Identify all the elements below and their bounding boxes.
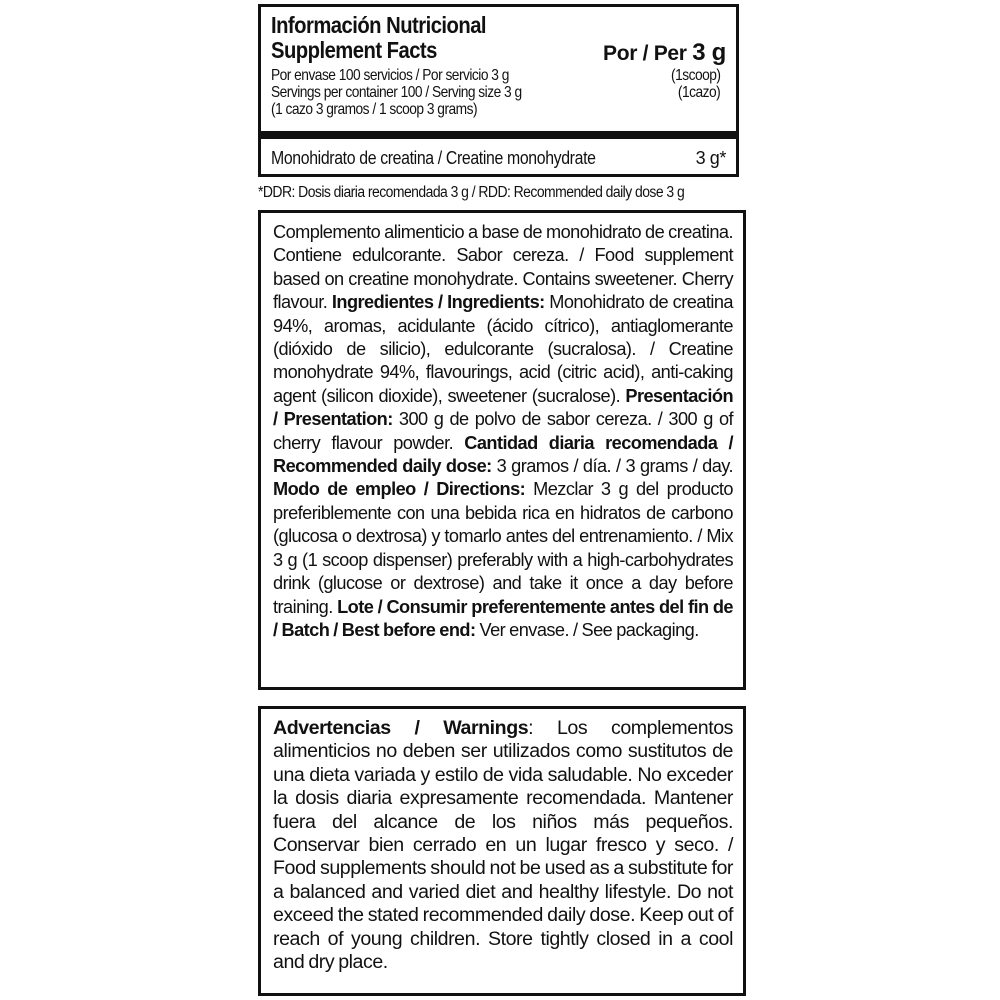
warnings-text <box>273 717 733 974</box>
supplement-facts-panel <box>258 4 739 177</box>
batch-label: Lote / Consumir preferentemente antes del fin de / Batch / Best before end: <box>273 596 733 640</box>
batch-text: Ver envase. / See packaging. <box>475 619 699 640</box>
per-prefix: Por / Per <box>603 42 687 65</box>
scoop-line-text: (1 cazo 3 gramos / 1 scoop 3 grams) <box>271 101 478 118</box>
description-panel <box>258 210 746 690</box>
description-text <box>273 221 733 642</box>
facts-title-es: Información Nutricional <box>271 12 487 38</box>
facts-divider <box>261 131 736 139</box>
ingredient-row <box>271 147 726 169</box>
ddr-footnote: *DDR: Dosis diaria recomendada 3 g / RDD: Recommended daily dose 3 g <box>258 184 685 201</box>
facts-title-en: Supplement Facts <box>271 37 437 63</box>
presentation-text: 300 g de polvo de sabor cereza. / 300 g of cherry flavour powder. <box>273 409 734 453</box>
serving-en-text: Servings per container 100 / Serving size 3 g <box>271 84 522 101</box>
warnings-panel <box>258 706 746 996</box>
ingredient-name: Monohidrato de creatina / Creatine monohydrate <box>271 148 596 168</box>
daily-dose-label: Cantidad diaria recomendada / Recommended daily dose: <box>273 432 733 477</box>
presentation-label: Presentación / Presentation: <box>273 385 733 430</box>
serving-line-en <box>271 84 726 101</box>
facts-title-row-es <box>271 13 726 38</box>
serving-es-text: Por envase 100 servicios / Por servicio 3 g <box>271 67 509 84</box>
serving-line-es <box>271 67 726 84</box>
ingredients-label: Ingredientes / Ingredients: <box>331 292 545 313</box>
ingredient-amount: 3 g* <box>695 148 726 168</box>
daily-dose-text: 3 gramos / día. / 3 grams / day. <box>491 456 733 477</box>
per-serving-label <box>603 40 726 66</box>
warnings-label: Advertencias / Warnings <box>273 717 529 739</box>
serving-es-scoop: (1scoop) <box>670 67 720 84</box>
scoop-line <box>271 101 726 118</box>
directions-text: Mezclar 3 g del producto preferiblemente con una bebida rica en hidratos de carbono (glucosa o dextrosa) y tomarlo antes del entrenamiento. / Mix 3 g (1 scoop dispenser) preferably with a high-carbohydrates drink (glucose or dextrose) and take it once a day before training. <box>273 479 733 617</box>
per-amount: 3 g <box>692 39 726 66</box>
warnings-body: : Los complementos alimenticios no deben ser utilizados como sustitutos de una dieta variada y estilo de vida saludable. No exceder la dosis diaria expresamente recomendada. Mantener fuera del alcance de los niños más pequeños. Conservar bien cerrado en un lugar fresco y seco. / Food supplements should not be used as a substitute for a balanced and varied diet and healthy lifestyle. Do not exceed the stated recommended daily dose. Keep out of reach of young children. Store tightly closed in a cool and dry place. <box>273 717 733 974</box>
ingredients-text: Monohidrato de creatina 94%, aromas, acidulante (ácido cítrico), antiaglomerante (dióxido de silicio), edulcorante (sucralosa). / Creatine monohydrate 94%, flavourings, acid (citric acid), anti-caking agent (silicon dioxide), sweetener (sucralose). <box>273 292 733 406</box>
directions-label: Modo de empleo / Directions: <box>273 479 526 500</box>
serving-en-scoop: (1cazo) <box>677 84 720 101</box>
description-intro: Complemento alimenticio a base de monohidrato de creatina. Contiene edulcorante. Sabor cereza. / Food supplement based on creatine monohydrate. Contains sweetener. Cherry flavour. <box>273 222 733 313</box>
facts-title-row-en <box>271 37 726 66</box>
